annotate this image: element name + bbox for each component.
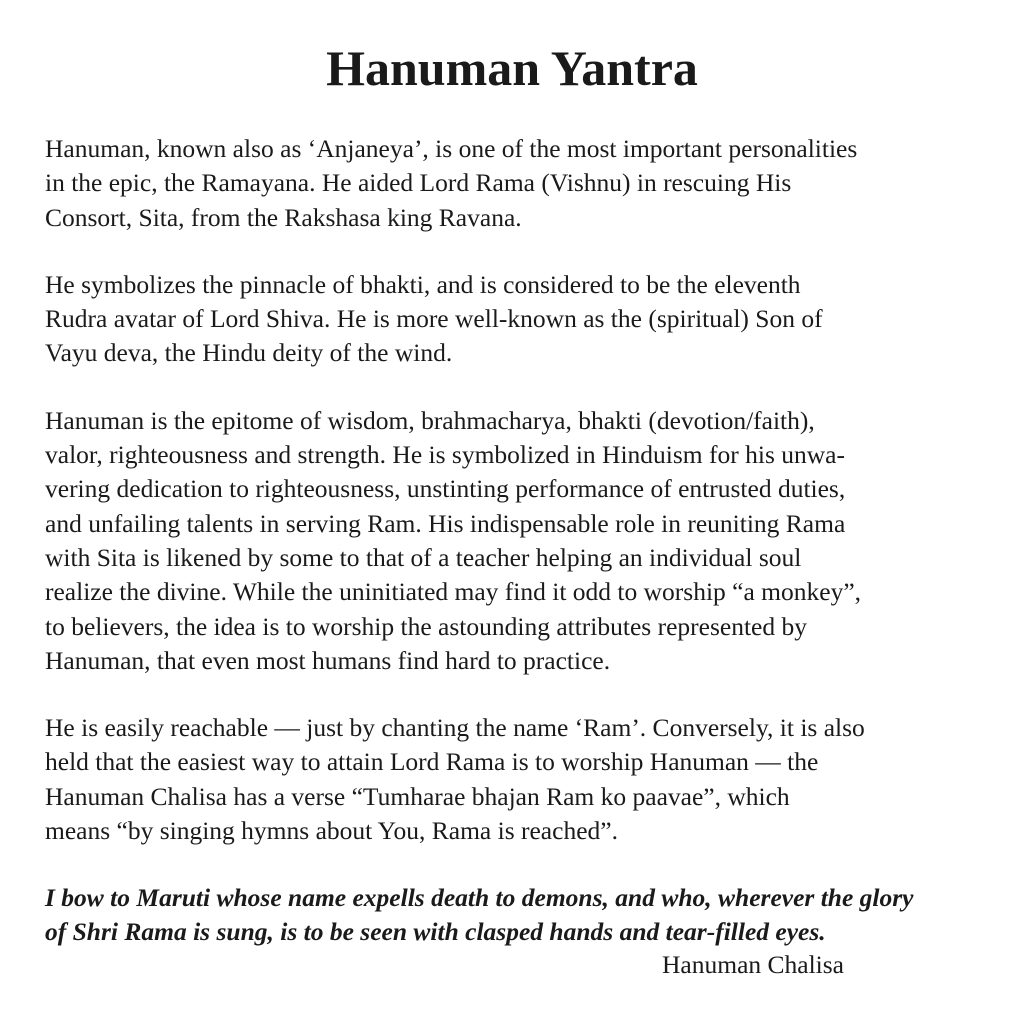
paragraph-1 <box>45 132 985 235</box>
text-line: to believers, the idea is to worship the astounding attributes represented by <box>45 611 807 641</box>
text-line: valor, righteousness and strength. He is symbolized in Hinduism for his unwa- <box>45 440 845 470</box>
text-line: with Sita is likened by some to that of a teacher helping an individual soul <box>45 542 802 572</box>
paragraph-3 <box>45 404 985 678</box>
quote-attribution: Hanuman Chalisa <box>662 950 844 979</box>
text-line: vering dedication to righteousness, unstinting performance of entrusted duties, <box>45 474 846 504</box>
text-line: Hanuman, known also as ‘Anjaneya’, is one of the most important personalities <box>45 134 858 163</box>
quote-line: of Shri Rama is sung, is to be seen with clasped hands and tear-filled eyes. <box>45 917 826 947</box>
body-text <box>45 132 985 949</box>
text-line: held that the easiest way to attain Lord Rama is to worship Hanuman — the <box>45 747 819 777</box>
paragraph-4 <box>45 711 985 848</box>
text-line: He is easily reachable — just by chanting the name ‘Ram’. Conversely, it is also <box>45 713 865 743</box>
quote-line: I bow to Maruti whose name expells death to demons, and who, wherever the glory <box>45 883 914 913</box>
text-line: and unfailing talents in serving Ram. His indispensable role in reuniting Rama <box>45 508 846 538</box>
text-line: Hanuman Chalisa has a verse “Tumharae bhajan Ram ko paavae”, which <box>45 781 790 811</box>
text-line: means “by singing hymns about You, Rama is reached”. <box>45 816 618 846</box>
paragraph-2 <box>45 268 985 371</box>
text-line: He symbolizes the pinnacle of bhakti, and is considered to be the eleventh <box>45 269 801 299</box>
quote-block <box>45 881 985 949</box>
text-line: Rudra avatar of Lord Shiva. He is more well-known as the (spiritual) Son of <box>45 304 823 334</box>
page-title: Hanuman Yantra <box>326 40 698 96</box>
text-line: realize the divine. While the uninitiated may find it odd to worship “a monkey”, <box>45 577 862 607</box>
text-line: Vayu deva, the Hindu deity of the wind. <box>45 338 453 368</box>
text-line: Consort, Sita, from the Rakshasa king Ravana. <box>45 202 522 232</box>
text-line: in the epic, the Ramayana. He aided Lord Rama (Vishnu) in rescuing His <box>45 168 792 198</box>
text-line: Hanuman, that even most humans find hard to practice. <box>45 645 611 675</box>
text-line: Hanuman is the epitome of wisdom, brahmacharya, bhakti (devotion/faith), <box>45 405 815 435</box>
